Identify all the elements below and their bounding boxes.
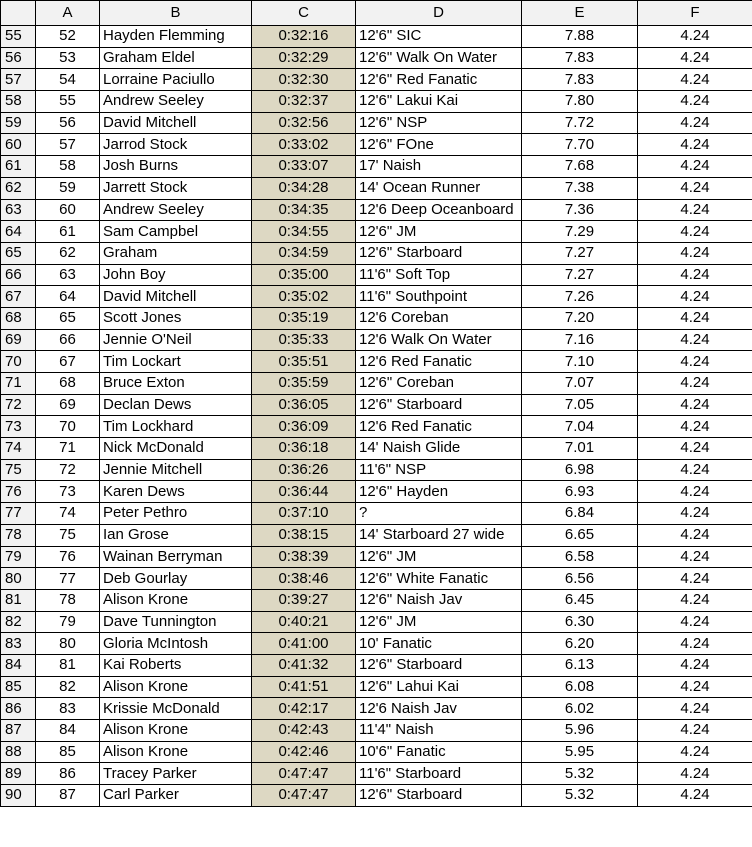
cell-a[interactable]: 54 <box>36 69 100 91</box>
cell-d[interactable]: 14' Ocean Runner <box>356 177 522 199</box>
cell-c[interactable]: 0:33:07 <box>252 156 356 178</box>
cell-a[interactable]: 55 <box>36 91 100 113</box>
cell-d[interactable]: 12'6 Red Fanatic <box>356 416 522 438</box>
cell-c[interactable]: 0:36:09 <box>252 416 356 438</box>
cell-f[interactable]: 4.24 <box>638 654 752 676</box>
table-row <box>1 698 752 720</box>
cell-d[interactable]: 12'6" Starboard <box>356 242 522 264</box>
cell-a[interactable]: 67 <box>36 351 100 373</box>
cell-a[interactable]: 77 <box>36 568 100 590</box>
cell-e[interactable]: 6.02 <box>522 698 638 720</box>
row-number[interactable]: 60 <box>1 134 36 156</box>
cell-c[interactable]: 0:34:35 <box>252 199 356 221</box>
column-header-f[interactable]: F <box>638 1 752 26</box>
column-header-b[interactable]: B <box>100 1 252 26</box>
cell-c[interactable]: 0:35:02 <box>252 286 356 308</box>
cell-b[interactable]: Andrew Seeley <box>100 199 252 221</box>
cell-b[interactable]: Carl Parker <box>100 785 252 807</box>
cell-e[interactable]: 7.07 <box>522 373 638 395</box>
cell-a[interactable]: 68 <box>36 373 100 395</box>
cell-b[interactable]: Nick McDonald <box>100 438 252 460</box>
cell-e[interactable]: 7.36 <box>522 199 638 221</box>
row-number[interactable]: 86 <box>1 698 36 720</box>
table-row <box>1 221 752 243</box>
cell-d[interactable]: 12'6 Naish Jav <box>356 698 522 720</box>
cell-a[interactable]: 80 <box>36 633 100 655</box>
cell-c[interactable]: 0:37:10 <box>252 503 356 525</box>
cell-a[interactable]: 72 <box>36 459 100 481</box>
table-row <box>1 481 752 503</box>
row-number[interactable]: 88 <box>1 741 36 763</box>
cell-f[interactable]: 4.24 <box>638 91 752 113</box>
cell-b[interactable]: Sam Campbel <box>100 221 252 243</box>
cell-b[interactable]: Alison Krone <box>100 676 252 698</box>
row-number[interactable]: 57 <box>1 69 36 91</box>
cell-f[interactable]: 4.24 <box>638 242 752 264</box>
cell-d[interactable]: 12'6" JM <box>356 221 522 243</box>
cell-a[interactable]: 53 <box>36 47 100 69</box>
cell-f[interactable]: 4.24 <box>638 373 752 395</box>
cell-f[interactable]: 4.24 <box>638 156 752 178</box>
cell-f[interactable]: 4.24 <box>638 524 752 546</box>
cell-c[interactable]: 0:33:02 <box>252 134 356 156</box>
cell-d[interactable]: 12'6" Red Fanatic <box>356 69 522 91</box>
table-row <box>1 242 752 264</box>
cell-e[interactable]: 5.32 <box>522 763 638 785</box>
cell-f[interactable]: 4.24 <box>638 394 752 416</box>
cell-e[interactable]: 6.08 <box>522 676 638 698</box>
cell-e[interactable]: 7.10 <box>522 351 638 373</box>
table-row <box>1 720 752 742</box>
cell-d[interactable]: 12'6" JM <box>356 546 522 568</box>
cell-a[interactable]: 76 <box>36 546 100 568</box>
cell-d[interactable]: 12'6 Coreban <box>356 307 522 329</box>
cell-e[interactable]: 5.32 <box>522 785 638 807</box>
cell-c[interactable]: 0:35:33 <box>252 329 356 351</box>
row-number[interactable]: 90 <box>1 785 36 807</box>
table-row <box>1 524 752 546</box>
cell-b[interactable]: Tim Lockart <box>100 351 252 373</box>
cell-c[interactable]: 0:35:51 <box>252 351 356 373</box>
row-number[interactable]: 70 <box>1 351 36 373</box>
cell-f[interactable]: 4.24 <box>638 546 752 568</box>
cell-c[interactable]: 0:41:51 <box>252 676 356 698</box>
cell-e[interactable]: 6.65 <box>522 524 638 546</box>
cell-b[interactable]: Lorraine Paciullo <box>100 69 252 91</box>
cell-a[interactable]: 75 <box>36 524 100 546</box>
table-row <box>1 286 752 308</box>
cell-a[interactable]: 81 <box>36 654 100 676</box>
cell-a[interactable]: 82 <box>36 676 100 698</box>
table-row <box>1 438 752 460</box>
table-row <box>1 112 752 134</box>
cell-b[interactable]: Scott Jones <box>100 307 252 329</box>
cell-b[interactable]: Krissie McDonald <box>100 698 252 720</box>
cell-b[interactable]: Alison Krone <box>100 589 252 611</box>
table-row <box>1 589 752 611</box>
cell-b[interactable]: Deb Gourlay <box>100 568 252 590</box>
column-header-row <box>1 1 752 26</box>
table-row <box>1 654 752 676</box>
cell-e[interactable]: 7.38 <box>522 177 638 199</box>
table-row <box>1 329 752 351</box>
cell-b[interactable]: Wainan Berryman <box>100 546 252 568</box>
cell-d[interactable]: 12'6" NSP <box>356 112 522 134</box>
cell-f[interactable]: 4.24 <box>638 221 752 243</box>
column-header-a[interactable]: A <box>36 1 100 26</box>
row-number[interactable]: 59 <box>1 112 36 134</box>
cell-e[interactable]: 6.84 <box>522 503 638 525</box>
grid-body <box>1 26 752 807</box>
cell-c[interactable]: 0:35:00 <box>252 264 356 286</box>
cell-d[interactable]: 11'4" Naish <box>356 720 522 742</box>
cell-d[interactable]: 11'6" NSP <box>356 459 522 481</box>
cell-a[interactable]: 71 <box>36 438 100 460</box>
table-row <box>1 26 752 48</box>
cell-f[interactable]: 4.24 <box>638 589 752 611</box>
cell-f[interactable]: 4.24 <box>638 177 752 199</box>
row-number[interactable]: 56 <box>1 47 36 69</box>
row-number[interactable]: 89 <box>1 763 36 785</box>
cell-f[interactable]: 4.24 <box>638 134 752 156</box>
cell-c[interactable]: 0:32:56 <box>252 112 356 134</box>
cell-b[interactable]: Jarrett Stock <box>100 177 252 199</box>
cell-c[interactable]: 0:38:15 <box>252 524 356 546</box>
cell-f[interactable]: 4.24 <box>638 112 752 134</box>
table-row <box>1 69 752 91</box>
cell-c[interactable]: 0:34:55 <box>252 221 356 243</box>
cell-d[interactable]: 12'6" Coreban <box>356 373 522 395</box>
table-row <box>1 177 752 199</box>
cell-f[interactable]: 4.24 <box>638 720 752 742</box>
cell-e[interactable]: 6.20 <box>522 633 638 655</box>
column-header-e[interactable]: E <box>522 1 638 26</box>
cell-b[interactable]: Bruce Exton <box>100 373 252 395</box>
cell-e[interactable]: 6.45 <box>522 589 638 611</box>
table-row <box>1 416 752 438</box>
cell-a[interactable]: 78 <box>36 589 100 611</box>
cell-e[interactable]: 6.56 <box>522 568 638 590</box>
cell-d[interactable]: 17' Naish <box>356 156 522 178</box>
cell-e[interactable]: 7.70 <box>522 134 638 156</box>
cell-b[interactable]: Dave Tunnington <box>100 611 252 633</box>
row-number[interactable]: 79 <box>1 546 36 568</box>
cell-b[interactable]: Ian Grose <box>100 524 252 546</box>
cell-f[interactable]: 4.24 <box>638 438 752 460</box>
cell-d[interactable]: ? <box>356 503 522 525</box>
row-number[interactable]: 68 <box>1 307 36 329</box>
cell-a[interactable]: 58 <box>36 156 100 178</box>
cell-c[interactable]: 0:32:16 <box>252 26 356 48</box>
cell-b[interactable]: Graham <box>100 242 252 264</box>
table-row <box>1 546 752 568</box>
row-number[interactable]: 71 <box>1 373 36 395</box>
cell-d[interactable]: 12'6" Lahui Kai <box>356 676 522 698</box>
cell-e[interactable]: 6.13 <box>522 654 638 676</box>
cell-b[interactable]: Tracey Parker <box>100 763 252 785</box>
table-row <box>1 373 752 395</box>
cell-a[interactable]: 70 <box>36 416 100 438</box>
cell-a[interactable]: 79 <box>36 611 100 633</box>
cell-d[interactable]: 12'6" White Fanatic <box>356 568 522 590</box>
row-number[interactable]: 72 <box>1 394 36 416</box>
row-number[interactable]: 75 <box>1 459 36 481</box>
cell-a[interactable]: 52 <box>36 26 100 48</box>
table-row <box>1 91 752 113</box>
table-row <box>1 633 752 655</box>
select-all-corner[interactable] <box>1 1 36 26</box>
cell-f[interactable]: 4.24 <box>638 459 752 481</box>
table-row <box>1 307 752 329</box>
cell-e[interactable]: 6.30 <box>522 611 638 633</box>
cell-e[interactable]: 7.72 <box>522 112 638 134</box>
cell-c[interactable]: 0:36:44 <box>252 481 356 503</box>
cell-a[interactable]: 62 <box>36 242 100 264</box>
cell-c[interactable]: 0:32:37 <box>252 91 356 113</box>
cell-b[interactable]: Kai Roberts <box>100 654 252 676</box>
cell-c[interactable]: 0:41:00 <box>252 633 356 655</box>
cell-c[interactable]: 0:38:46 <box>252 568 356 590</box>
cell-b[interactable]: Graham Eldel <box>100 47 252 69</box>
cell-d[interactable]: 12'6 Walk On Water <box>356 329 522 351</box>
cell-d[interactable]: 12'6" Hayden <box>356 481 522 503</box>
cell-e[interactable]: 6.58 <box>522 546 638 568</box>
cell-f[interactable]: 4.24 <box>638 199 752 221</box>
cell-c[interactable]: 0:36:26 <box>252 459 356 481</box>
cell-c[interactable]: 0:36:18 <box>252 438 356 460</box>
cell-e[interactable]: 7.80 <box>522 91 638 113</box>
cell-c[interactable]: 0:38:39 <box>252 546 356 568</box>
cell-f[interactable]: 4.24 <box>638 676 752 698</box>
cell-b[interactable]: Peter Pethro <box>100 503 252 525</box>
row-number[interactable]: 65 <box>1 242 36 264</box>
cell-f[interactable]: 4.24 <box>638 351 752 373</box>
cell-a[interactable]: 85 <box>36 741 100 763</box>
cell-e[interactable]: 7.88 <box>522 26 638 48</box>
table-row <box>1 459 752 481</box>
row-number[interactable]: 58 <box>1 91 36 113</box>
cell-e[interactable]: 7.83 <box>522 47 638 69</box>
cell-d[interactable]: 11'6" Soft Top <box>356 264 522 286</box>
cell-e[interactable]: 7.20 <box>522 307 638 329</box>
table-row <box>1 503 752 525</box>
cell-b[interactable]: Jarrod Stock <box>100 134 252 156</box>
cell-d[interactable]: 12'6" Naish Jav <box>356 589 522 611</box>
row-number[interactable]: 78 <box>1 524 36 546</box>
row-number[interactable]: 85 <box>1 676 36 698</box>
table-row <box>1 568 752 590</box>
cell-b[interactable]: Andrew Seeley <box>100 91 252 113</box>
cell-a[interactable]: 83 <box>36 698 100 720</box>
cell-a[interactable]: 66 <box>36 329 100 351</box>
cell-a[interactable]: 63 <box>36 264 100 286</box>
cell-e[interactable]: 7.16 <box>522 329 638 351</box>
cell-f[interactable]: 4.24 <box>638 481 752 503</box>
table-row <box>1 741 752 763</box>
table-row <box>1 676 752 698</box>
cell-f[interactable]: 4.24 <box>638 264 752 286</box>
cell-d[interactable]: 11'6" Southpoint <box>356 286 522 308</box>
cell-f[interactable]: 4.24 <box>638 741 752 763</box>
table-row <box>1 785 752 807</box>
column-header-d[interactable]: D <box>356 1 522 26</box>
row-number[interactable]: 73 <box>1 416 36 438</box>
cell-c[interactable]: 0:32:30 <box>252 69 356 91</box>
cell-b[interactable]: Jennie Mitchell <box>100 459 252 481</box>
row-number[interactable]: 87 <box>1 720 36 742</box>
cell-c[interactable]: 0:34:59 <box>252 242 356 264</box>
cell-b[interactable]: Karen Dews <box>100 481 252 503</box>
cell-d[interactable]: 14' Starboard 27 wide <box>356 524 522 546</box>
row-number[interactable]: 63 <box>1 199 36 221</box>
cell-e[interactable]: 7.29 <box>522 221 638 243</box>
cell-d[interactable]: 12'6" FOne <box>356 134 522 156</box>
cell-d[interactable]: 14' Naish Glide <box>356 438 522 460</box>
cell-f[interactable]: 4.24 <box>638 503 752 525</box>
cell-e[interactable]: 7.04 <box>522 416 638 438</box>
row-number[interactable]: 84 <box>1 654 36 676</box>
cell-e[interactable]: 7.26 <box>522 286 638 308</box>
cell-f[interactable]: 4.24 <box>638 286 752 308</box>
cell-f[interactable]: 4.24 <box>638 568 752 590</box>
cell-a[interactable]: 84 <box>36 720 100 742</box>
cell-f[interactable]: 4.24 <box>638 633 752 655</box>
cell-e[interactable]: 7.68 <box>522 156 638 178</box>
cell-b[interactable]: Josh Burns <box>100 156 252 178</box>
row-number[interactable]: 76 <box>1 481 36 503</box>
row-number[interactable]: 69 <box>1 329 36 351</box>
cell-b[interactable]: Declan Dews <box>100 394 252 416</box>
cell-e[interactable]: 7.05 <box>522 394 638 416</box>
table-row <box>1 264 752 286</box>
cell-b[interactable]: Gloria McIntosh <box>100 633 252 655</box>
row-number[interactable]: 66 <box>1 264 36 286</box>
row-number[interactable]: 82 <box>1 611 36 633</box>
table-row <box>1 763 752 785</box>
cell-b[interactable]: David Mitchell <box>100 286 252 308</box>
row-number[interactable]: 74 <box>1 438 36 460</box>
cell-c[interactable]: 0:42:46 <box>252 741 356 763</box>
cell-a[interactable]: 69 <box>36 394 100 416</box>
cell-a[interactable]: 56 <box>36 112 100 134</box>
cell-b[interactable]: David Mitchell <box>100 112 252 134</box>
cell-b[interactable]: Alison Krone <box>100 741 252 763</box>
cell-c[interactable]: 0:40:21 <box>252 611 356 633</box>
cell-f[interactable]: 4.24 <box>638 763 752 785</box>
cell-d[interactable]: 12'6" Walk On Water <box>356 47 522 69</box>
cell-d[interactable]: 12'6" Lakui Kai <box>356 91 522 113</box>
cell-a[interactable]: 86 <box>36 763 100 785</box>
cell-c[interactable]: 0:34:28 <box>252 177 356 199</box>
cell-e[interactable]: 7.01 <box>522 438 638 460</box>
column-header-c[interactable]: C <box>252 1 356 26</box>
cell-c[interactable]: 0:32:29 <box>252 47 356 69</box>
cell-a[interactable]: 65 <box>36 307 100 329</box>
cell-d[interactable]: 12'6" Starboard <box>356 785 522 807</box>
cell-a[interactable]: 61 <box>36 221 100 243</box>
cell-f[interactable]: 4.24 <box>638 785 752 807</box>
cell-a[interactable]: 57 <box>36 134 100 156</box>
cell-d[interactable]: 12'6 Deep Oceanboard <box>356 199 522 221</box>
cell-e[interactable]: 6.93 <box>522 481 638 503</box>
row-number[interactable]: 55 <box>1 26 36 48</box>
cell-a[interactable]: 64 <box>36 286 100 308</box>
cell-f[interactable]: 4.24 <box>638 698 752 720</box>
row-number[interactable]: 64 <box>1 221 36 243</box>
cell-c[interactable]: 0:47:47 <box>252 785 356 807</box>
cell-f[interactable]: 4.24 <box>638 69 752 91</box>
cell-a[interactable]: 74 <box>36 503 100 525</box>
cell-f[interactable]: 4.24 <box>638 329 752 351</box>
cell-c[interactable]: 0:35:59 <box>252 373 356 395</box>
cell-e[interactable]: 7.27 <box>522 264 638 286</box>
cell-f[interactable]: 4.24 <box>638 47 752 69</box>
cell-e[interactable]: 7.27 <box>522 242 638 264</box>
cell-e[interactable]: 6.98 <box>522 459 638 481</box>
cell-d[interactable]: 11'6" Starboard <box>356 763 522 785</box>
cell-a[interactable]: 87 <box>36 785 100 807</box>
cell-c[interactable]: 0:47:47 <box>252 763 356 785</box>
table-row <box>1 156 752 178</box>
cell-c[interactable]: 0:42:17 <box>252 698 356 720</box>
cell-d[interactable]: 10'6" Fanatic <box>356 741 522 763</box>
cell-f[interactable]: 4.24 <box>638 416 752 438</box>
cell-c[interactable]: 0:36:05 <box>252 394 356 416</box>
cell-f[interactable]: 4.24 <box>638 307 752 329</box>
cell-f[interactable]: 4.24 <box>638 611 752 633</box>
cell-b[interactable]: Hayden Flemming <box>100 26 252 48</box>
table-row <box>1 199 752 221</box>
cell-e[interactable]: 7.83 <box>522 69 638 91</box>
row-number[interactable]: 61 <box>1 156 36 178</box>
cell-f[interactable]: 4.24 <box>638 26 752 48</box>
table-row <box>1 134 752 156</box>
cell-a[interactable]: 60 <box>36 199 100 221</box>
table-row <box>1 611 752 633</box>
cell-e[interactable]: 5.95 <box>522 741 638 763</box>
cell-c[interactable]: 0:39:27 <box>252 589 356 611</box>
cell-a[interactable]: 59 <box>36 177 100 199</box>
cell-b[interactable]: John Boy <box>100 264 252 286</box>
row-number[interactable]: 67 <box>1 286 36 308</box>
row-number[interactable]: 77 <box>1 503 36 525</box>
cell-a[interactable]: 73 <box>36 481 100 503</box>
table-row <box>1 351 752 373</box>
cell-d[interactable]: 12'6 Red Fanatic <box>356 351 522 373</box>
row-number[interactable]: 83 <box>1 633 36 655</box>
cell-c[interactable]: 0:35:19 <box>252 307 356 329</box>
cell-c[interactable]: 0:41:32 <box>252 654 356 676</box>
cell-d[interactable]: 12'6" Starboard <box>356 394 522 416</box>
cell-b[interactable]: Alison Krone <box>100 720 252 742</box>
cell-d[interactable]: 10' Fanatic <box>356 633 522 655</box>
table-row <box>1 47 752 69</box>
table-row <box>1 394 752 416</box>
cell-b[interactable]: Jennie O'Neil <box>100 329 252 351</box>
row-number[interactable]: 62 <box>1 177 36 199</box>
cell-b[interactable]: Tim Lockhard <box>100 416 252 438</box>
cell-e[interactable]: 5.96 <box>522 720 638 742</box>
cell-d[interactable]: 12'6" Starboard <box>356 654 522 676</box>
row-number[interactable]: 80 <box>1 568 36 590</box>
cell-c[interactable]: 0:42:43 <box>252 720 356 742</box>
row-number[interactable]: 81 <box>1 589 36 611</box>
cell-d[interactable]: 12'6" SIC <box>356 26 522 48</box>
cell-d[interactable]: 12'6" JM <box>356 611 522 633</box>
